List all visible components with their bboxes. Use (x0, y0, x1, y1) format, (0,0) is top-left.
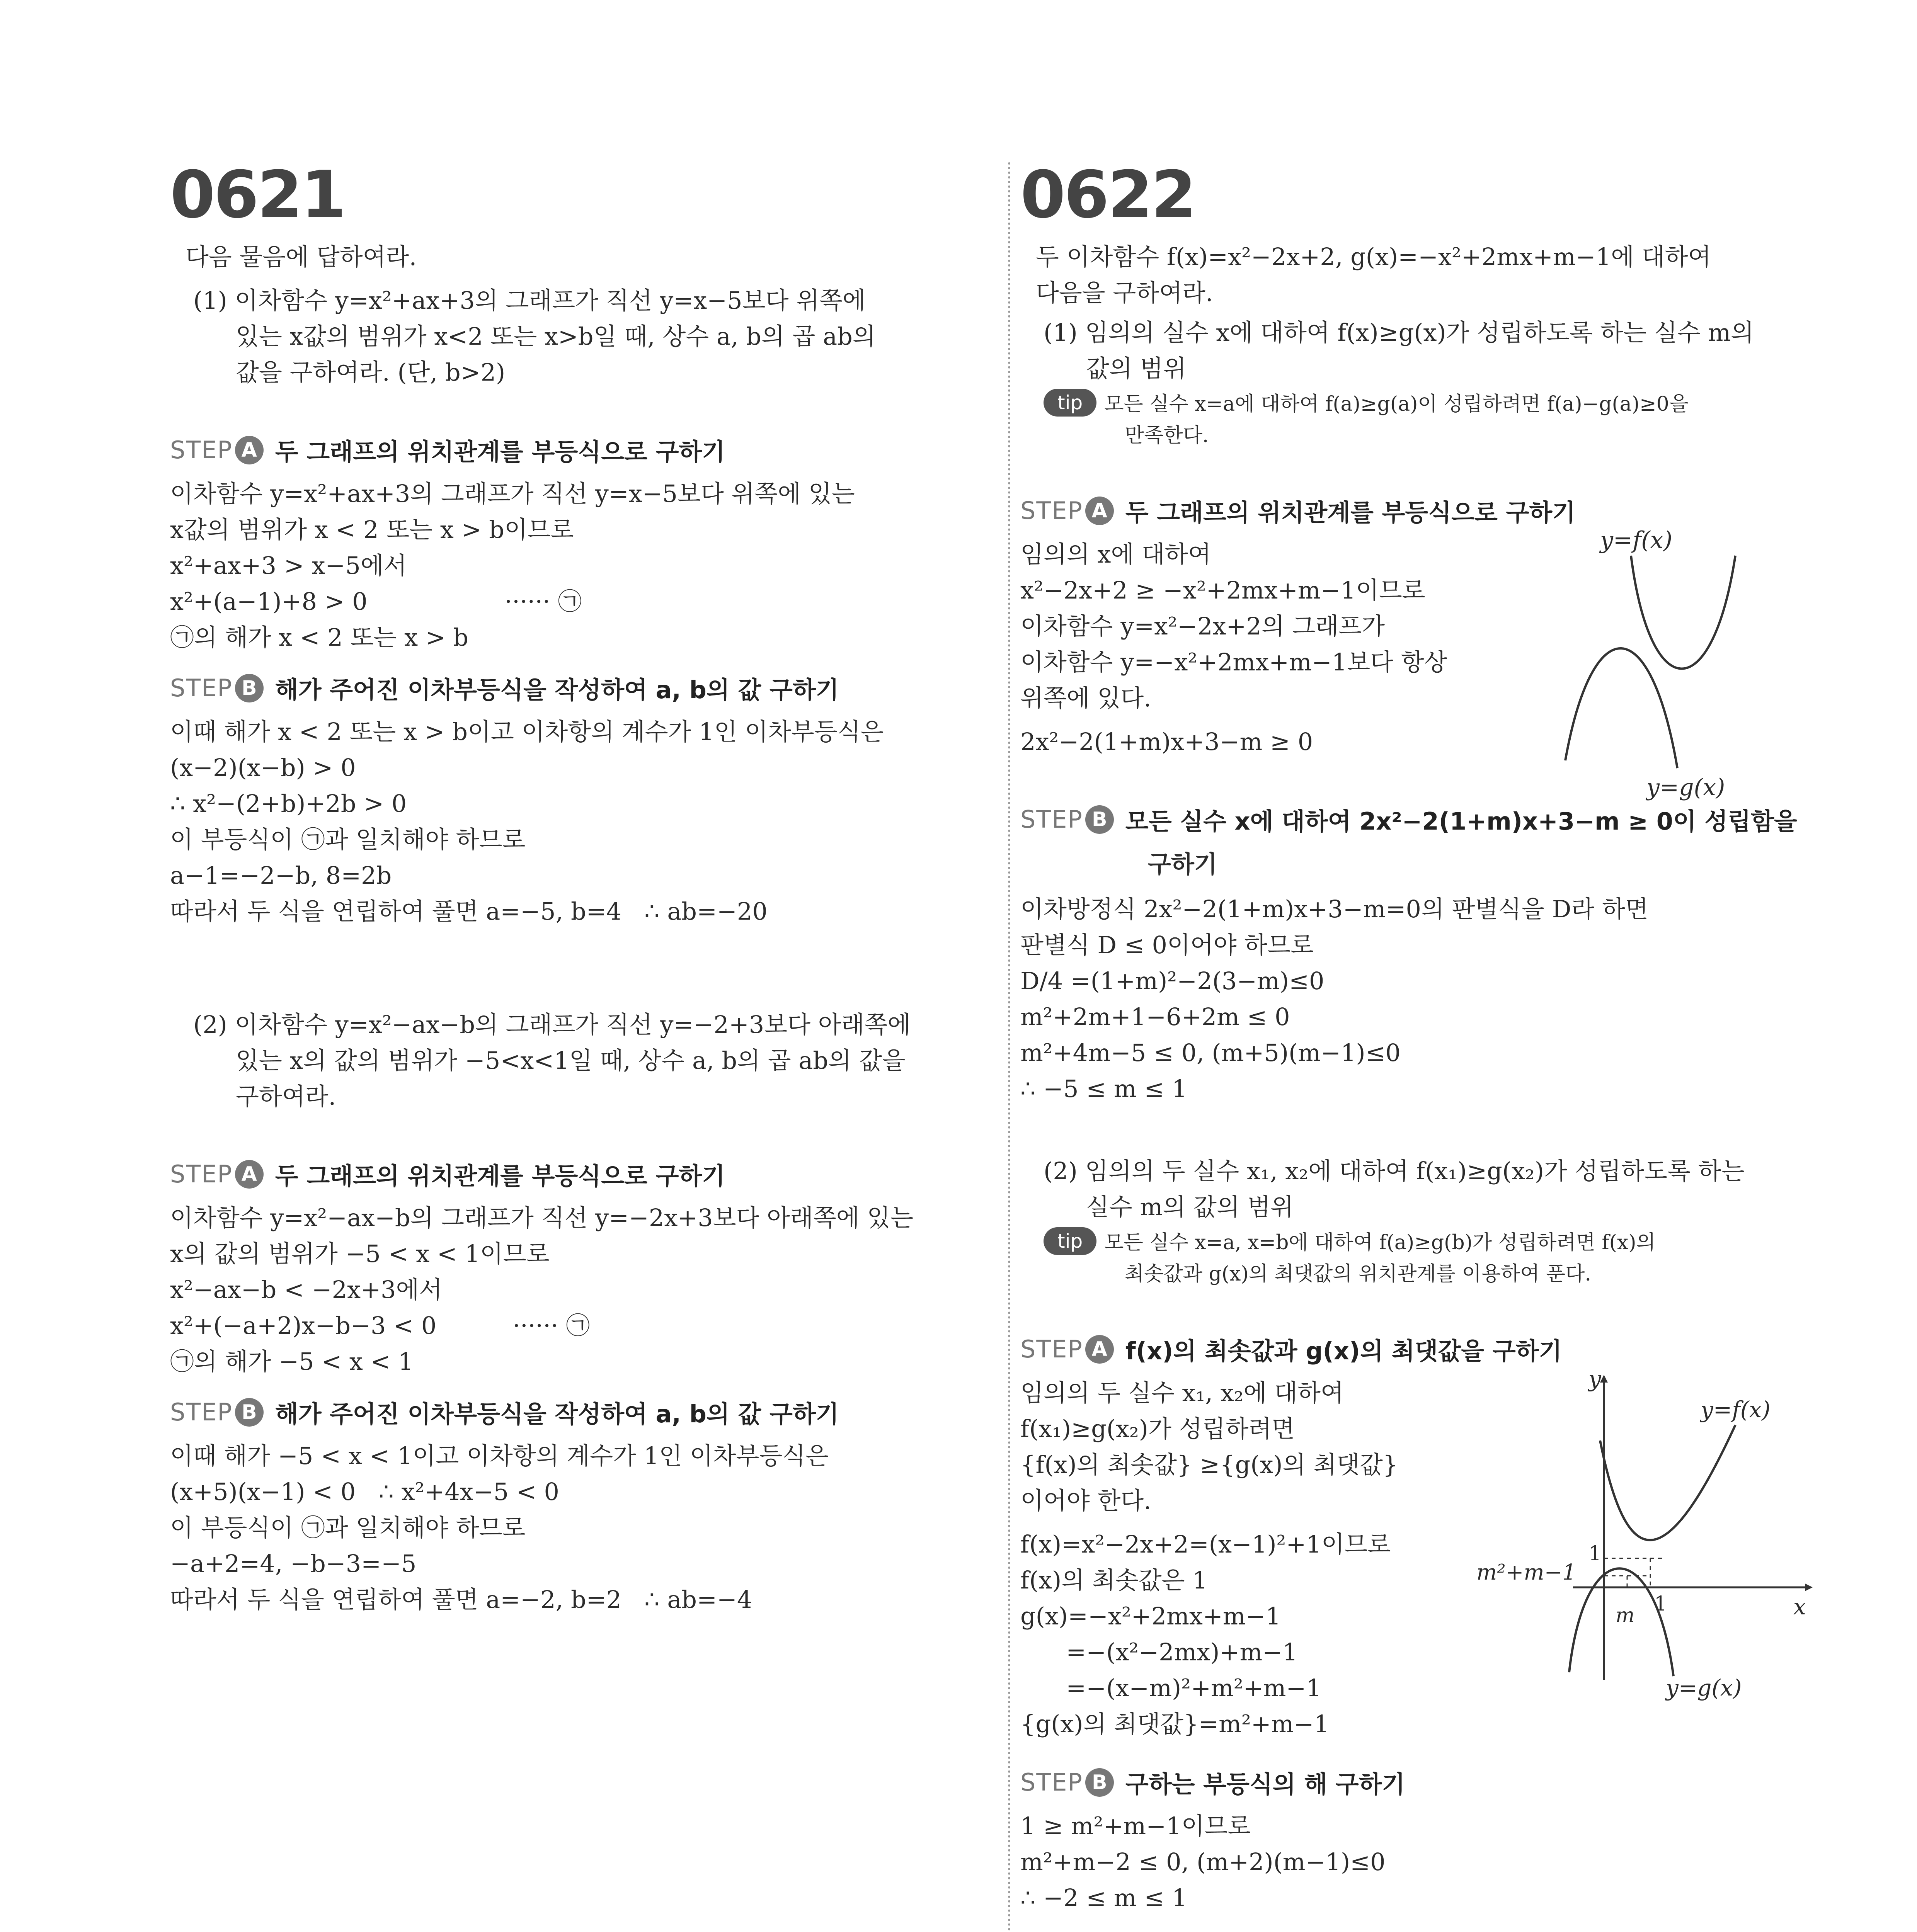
column-divider (1008, 162, 1010, 1932)
solution-line: 이차방정식 2x²−2(1+m)x+3−m=0의 판별식을 D라 하면 (1020, 895, 1648, 923)
solution-line: 이차함수 y=−x²+2mx+m−1보다 항상 (1020, 648, 1447, 677)
question-number: 0622 (1020, 157, 1195, 233)
solution-line: {f(x)의 최솟값} ≥{g(x)의 최댓값} (1020, 1451, 1398, 1479)
solution-line: {g(x)의 최댓값}=m²+m−1 (1020, 1710, 1329, 1738)
step-label: STEP (170, 1160, 233, 1188)
step-label: STEP (1020, 805, 1083, 834)
solution-line: 1 ≥ m²+m−1이므로 (1020, 1812, 1251, 1840)
solution-line: 임의의 x에 대하여 (1020, 540, 1211, 569)
step-header-a (170, 433, 955, 467)
g-label: y=g(x) (1646, 774, 1725, 801)
tip-badge: tip (1044, 1227, 1096, 1255)
step-title: 구하는 부등식의 해 구하기 (1125, 1770, 1405, 1799)
g-parabola (1565, 648, 1677, 768)
step-header-b (170, 671, 955, 705)
step-body (1020, 891, 1817, 1107)
solution-line: −a+2=4, −b−3=−5 (170, 1549, 417, 1578)
step-title: 두 그래프의 위치관계를 부등식으로 구하기 (275, 438, 725, 466)
solution-line: g(x)=−x²+2mx+m−1 (1020, 1602, 1281, 1631)
tip-box (1020, 1227, 1817, 1259)
solution-line: 임의의 두 실수 x₁, x₂에 대하여 (1020, 1379, 1344, 1407)
problem-line: 값의 범위 (1086, 354, 1187, 383)
step-body (1020, 527, 1817, 801)
problem-2 (1020, 1153, 1817, 1225)
solution-line: m²+2m+1−6+2m ≤ 0 (1020, 1003, 1290, 1031)
solution-line: 이때 해가 −5 < x < 1이고 이차항의 계수가 1인 이차부등식은 (170, 1442, 829, 1470)
solution-line: 이때 해가 x < 2 또는 x > b이고 이차항의 계수가 1인 이차부등식은 (170, 718, 884, 746)
step-badge: A (1085, 497, 1114, 525)
step-body (170, 714, 955, 929)
step-body (170, 1438, 955, 1617)
problem-line: 있는 x의 값의 범위가 −5<x<1일 때, 상수 a, b의 곱 ab의 값을 (236, 1046, 906, 1075)
solution-line: 이 부등식이 ㉠과 일치해야 하므로 (170, 1514, 526, 1542)
step-body (170, 476, 955, 655)
tip-badge: tip (1044, 389, 1096, 417)
solution-line: =−(x−m)²+m²+m−1 (1020, 1674, 1321, 1702)
problem-1 (1020, 315, 1817, 386)
solution-line: x²+ax+3 > x−5에서 (170, 551, 407, 580)
step-label: STEP (170, 1398, 233, 1426)
y-axis-label: y (1588, 1366, 1601, 1392)
solution-line: 이어야 한다. (1020, 1486, 1151, 1515)
solution-line: x²−ax−b < −2x+3에서 (170, 1276, 443, 1304)
step-header-b (170, 1395, 955, 1429)
one-x-label: 1 (1654, 1592, 1667, 1616)
step-label: STEP (1020, 1335, 1083, 1364)
step-badge: B (1085, 1768, 1114, 1797)
solution-line: x²+(a−1)+8 > 0 ······ ㉠ (170, 587, 582, 616)
solution-line: x²+(−a+2)x−b−3 < 0 ······ ㉠ (170, 1311, 590, 1340)
solution-line: 판별식 D ≤ 0이어야 하므로 (1020, 931, 1314, 959)
solution-line: ∴ −2 ≤ m ≤ 1 (1020, 1884, 1187, 1912)
tip-text: 최솟값과 g(x)의 최댓값의 위치관계를 이용하여 푼다. (1125, 1262, 1592, 1286)
question-number: 0621 (170, 157, 345, 233)
step-body (1020, 1808, 1817, 1916)
tip-box (1020, 389, 1817, 420)
step-label: STEP (1020, 1768, 1083, 1797)
step-badge: A (235, 1160, 264, 1189)
tip-text: 모든 실수 x=a, x=b에 대하여 f(a)≥g(b)가 성립하려면 f(x)의 (1104, 1231, 1656, 1255)
solution-line: ∴ −5 ≤ m ≤ 1 (1020, 1075, 1187, 1103)
problem-2 (170, 1007, 955, 1114)
max-value-label: m²+m−1 (1476, 1560, 1577, 1585)
step-badge: B (1085, 805, 1114, 834)
step-label: STEP (170, 436, 233, 464)
step-body (1020, 1366, 1817, 1742)
question-0622 (1020, 157, 1817, 1916)
solution-line: D/4 =(1+m)²−2(3−m)≤0 (1020, 967, 1325, 995)
solution-line: 이차함수 y=x²+ax+3의 그래프가 직선 y=x−5보다 위쪽에 있는 (170, 480, 855, 508)
solution-line: (x+5)(x−1) < 0 ∴ x²+4x−5 < 0 (170, 1478, 559, 1506)
solution-line: 이차함수 y=x²−ax−b의 그래프가 직선 y=−2x+3보다 아래쪽에 있는 (170, 1204, 914, 1232)
step-title: 해가 주어진 이차부등식을 작성하여 a, b의 값 구하기 (275, 1400, 839, 1428)
solution-line: m²+4m−5 ≤ 0, (m+5)(m−1)≤0 (1020, 1039, 1401, 1067)
solution-line: 이 부등식이 ㉠과 일치해야 하므로 (170, 825, 526, 854)
parabolas-graph-2 (1473, 1359, 1813, 1707)
solution-line: m²+m−2 ≤ 0, (m+2)(m−1)≤0 (1020, 1848, 1386, 1876)
solution-line: 따라서 두 식을 연립하여 풀면 a=−5, b=4 ∴ ab=−20 (170, 897, 768, 925)
solution-line: a−1=−2−b, 8=2b (170, 861, 392, 889)
solution-line: 따라서 두 식을 연립하여 풀면 a=−2, b=2 ∴ ab=−4 (170, 1585, 752, 1614)
solution-line: 2x²−2(1+m)x+3−m ≥ 0 (1020, 728, 1313, 756)
solution-line: ∴ x²−(2+b)+2b > 0 (170, 789, 407, 818)
f-parabola (1600, 1425, 1735, 1540)
parabolas-graph-1 (1550, 521, 1805, 807)
solution-line: 이차함수 y=x²−2x+2의 그래프가 (1020, 612, 1385, 641)
f-label: y=f(x) (1701, 1396, 1771, 1423)
one-y-label: 1 (1588, 1542, 1602, 1566)
solution-line: ㉠의 해가 x < 2 또는 x > b (170, 623, 469, 651)
step-header-b (1020, 1765, 1817, 1799)
step-label: STEP (1020, 497, 1083, 525)
tip-text: 모든 실수 x=a에 대하여 f(a)≥g(a)이 성립하려면 f(a)−g(a)≥0을 (1104, 393, 1689, 416)
f-parabola (1631, 556, 1735, 669)
tip-text: 만족한다. (1125, 423, 1209, 447)
problem-line: 실수 m의 값의 범위 (1086, 1193, 1294, 1221)
solution-line: =−(x²−2mx)+m−1 (1020, 1638, 1298, 1667)
problem-line: (2) 임의의 두 실수 x₁, x₂에 대하여 f(x₁)≥g(x₂)가 성립하도록 하는 (1044, 1157, 1745, 1185)
problem-line: 구하여라. (236, 1082, 336, 1111)
solution-line: x값의 범위가 x < 2 또는 x > b이므로 (170, 515, 574, 544)
f-label: y=f(x) (1600, 527, 1673, 554)
step-title: 두 그래프의 위치관계를 부등식으로 구하기 (1125, 498, 1576, 527)
solution-line: (x−2)(x−b) > 0 (170, 753, 356, 782)
step-badge: B (235, 1398, 264, 1427)
question-intro: 다음을 구하여라. (1036, 279, 1213, 307)
step-title: 두 그래프의 위치관계를 부등식으로 구하기 (275, 1162, 725, 1190)
problem-line: (1) 임의의 실수 x에 대하여 f(x)≥g(x)가 성립하도록 하는 실수 m의 (1044, 318, 1754, 347)
y-axis-arrow (1600, 1375, 1608, 1383)
problem-1 (170, 282, 955, 390)
question-0621 (170, 157, 955, 1617)
question-intro: 두 이차함수 f(x)=x²−2x+2, g(x)=−x²+2mx+m−1에 대하여 (1036, 243, 1711, 271)
step-title-continued: 구하기 (1148, 850, 1217, 879)
problem-line: (1) 이차함수 y=x²+ax+3의 그래프가 직선 y=x−5보다 위쪽에 (193, 286, 866, 315)
step-header-a (170, 1157, 955, 1191)
solution-line: 위쪽에 있다. (1020, 684, 1151, 713)
step-badge: A (1085, 1335, 1114, 1364)
problem-line: 값을 구하여라. (단, b>2) (236, 358, 506, 386)
step-badge: A (235, 436, 264, 464)
solution-line: f(x₁)≥g(x₂)가 성립하려면 (1020, 1415, 1295, 1443)
problem-line: (2) 이차함수 y=x²−ax−b의 그래프가 직선 y=−2+3보다 아래쪽에 (193, 1010, 911, 1039)
step-body (170, 1200, 955, 1379)
step-title: f(x)의 최솟값과 g(x)의 최댓값을 구하기 (1125, 1337, 1562, 1366)
step-title: 모든 실수 x에 대하여 2x²−2(1+m)x+3−m ≥ 0이 성립함을 (1125, 807, 1797, 836)
problem-line: 있는 x값의 범위가 x<2 또는 x>b일 때, 상수 a, b의 곱 ab의 (236, 322, 876, 350)
x-axis-arrow (1805, 1583, 1813, 1591)
solution-line: f(x)=x²−2x+2=(x−1)²+1이므로 (1020, 1530, 1391, 1559)
solution-line: x²−2x+2 ≥ −x²+2mx+m−1이므로 (1020, 576, 1425, 605)
step-badge: B (235, 674, 264, 702)
m-x-label: m (1616, 1604, 1635, 1628)
x-axis-label: x (1793, 1594, 1806, 1620)
step-title: 해가 주어진 이차부등식을 작성하여 a, b의 값 구하기 (275, 676, 839, 704)
step-header-b (1020, 802, 1817, 837)
step-label: STEP (170, 674, 233, 702)
g-label: y=g(x) (1666, 1675, 1742, 1701)
solution-line: ㉠의 해가 −5 < x < 1 (170, 1347, 414, 1376)
solution-line: f(x)의 최솟값은 1 (1020, 1566, 1208, 1595)
question-intro: 다음 물음에 답하여라. (186, 243, 417, 271)
solution-line: x의 값의 범위가 −5 < x < 1이므로 (170, 1240, 550, 1268)
